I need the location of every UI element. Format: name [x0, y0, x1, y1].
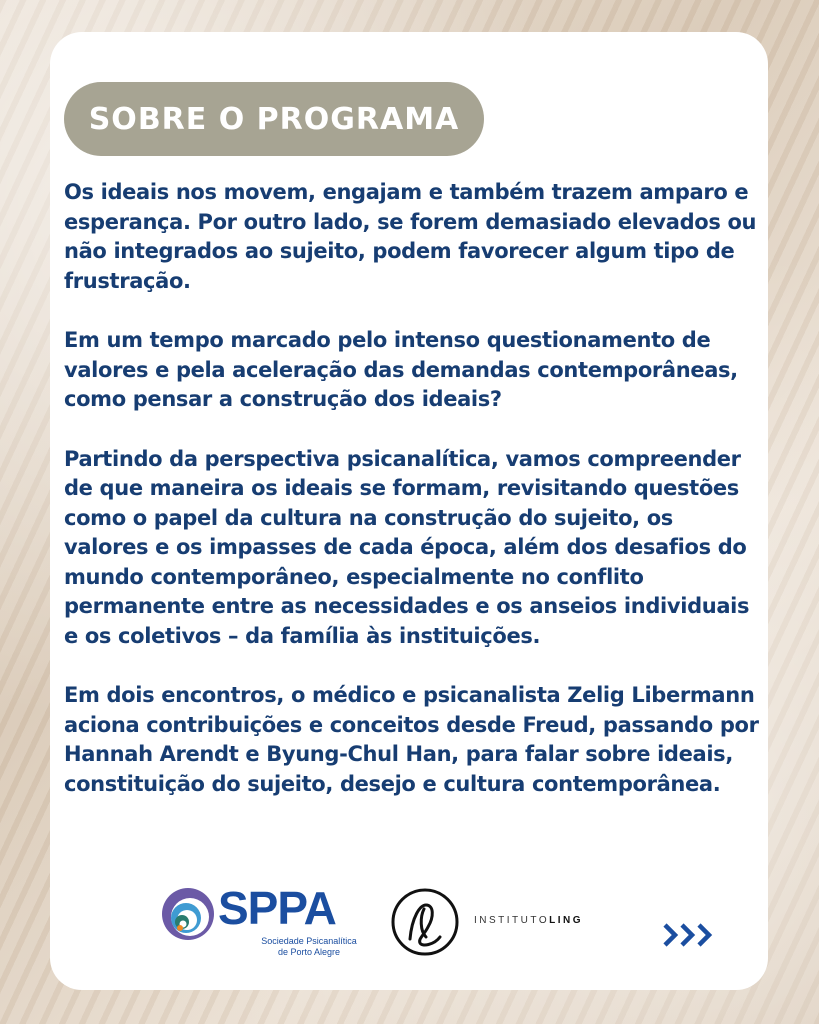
section-header-pill [64, 82, 484, 156]
sppa-wordmark: SPPA [218, 882, 336, 934]
sppa-subtitle-line-1: Sociedade Psicanalítica [261, 936, 357, 946]
paragraph-2: Em um tempo marcado pelo intenso questionamento de valores e pela aceleração das demandas contemporâneas, como pensar a construção dos ideais? [64, 328, 738, 411]
sppa-logo [160, 882, 360, 962]
instituto-ling-wordmark [474, 915, 583, 926]
paragraph-4: Em dois encontros, o médico e psicanalista Zelig Libermann aciona contribuições e conceitos desde Freud, passando por Hannah Arendt e Byung-Chul Han, para falar sobre ideais, constituição do sujeito, desejo e cultura contemporânea. [64, 683, 759, 796]
instituto-ling-prefix: INSTITUTO [474, 915, 550, 926]
sppa-mark-icon [160, 886, 216, 942]
instituto-ling-mark-icon [390, 887, 460, 957]
instituto-ling-name: LING [549, 915, 583, 926]
paragraph-3: Partindo da perspectiva psicanalítica, vamos compreender de que maneira os ideais se formam, revisitando questões como o papel da cultura na construção do sujeito, os valores e os impasses de cada época, além dos desafios do mundo contemporâneo, especialmente no conflito permanente entre as necessidades e os anseios individuais e os coletivos – da família às instituições. [64, 446, 750, 648]
sppa-subtitle [254, 936, 364, 958]
paragraph-1: Os ideais nos movem, engajam e também trazem amparo e esperança. Por outro lado, se forem demasiado elevados ou não integrados ao sujeito, podem favorecer algum tipo de frustração. [64, 180, 757, 293]
sppa-subtitle-line-2: de Porto Alegre [277, 947, 341, 957]
program-description [64, 178, 764, 829]
section-title: SOBRE O PROGRAMA [88, 101, 460, 137]
footer-logos [50, 877, 768, 967]
triple-chevron-right-icon[interactable] [662, 921, 722, 949]
content-card [50, 32, 768, 990]
